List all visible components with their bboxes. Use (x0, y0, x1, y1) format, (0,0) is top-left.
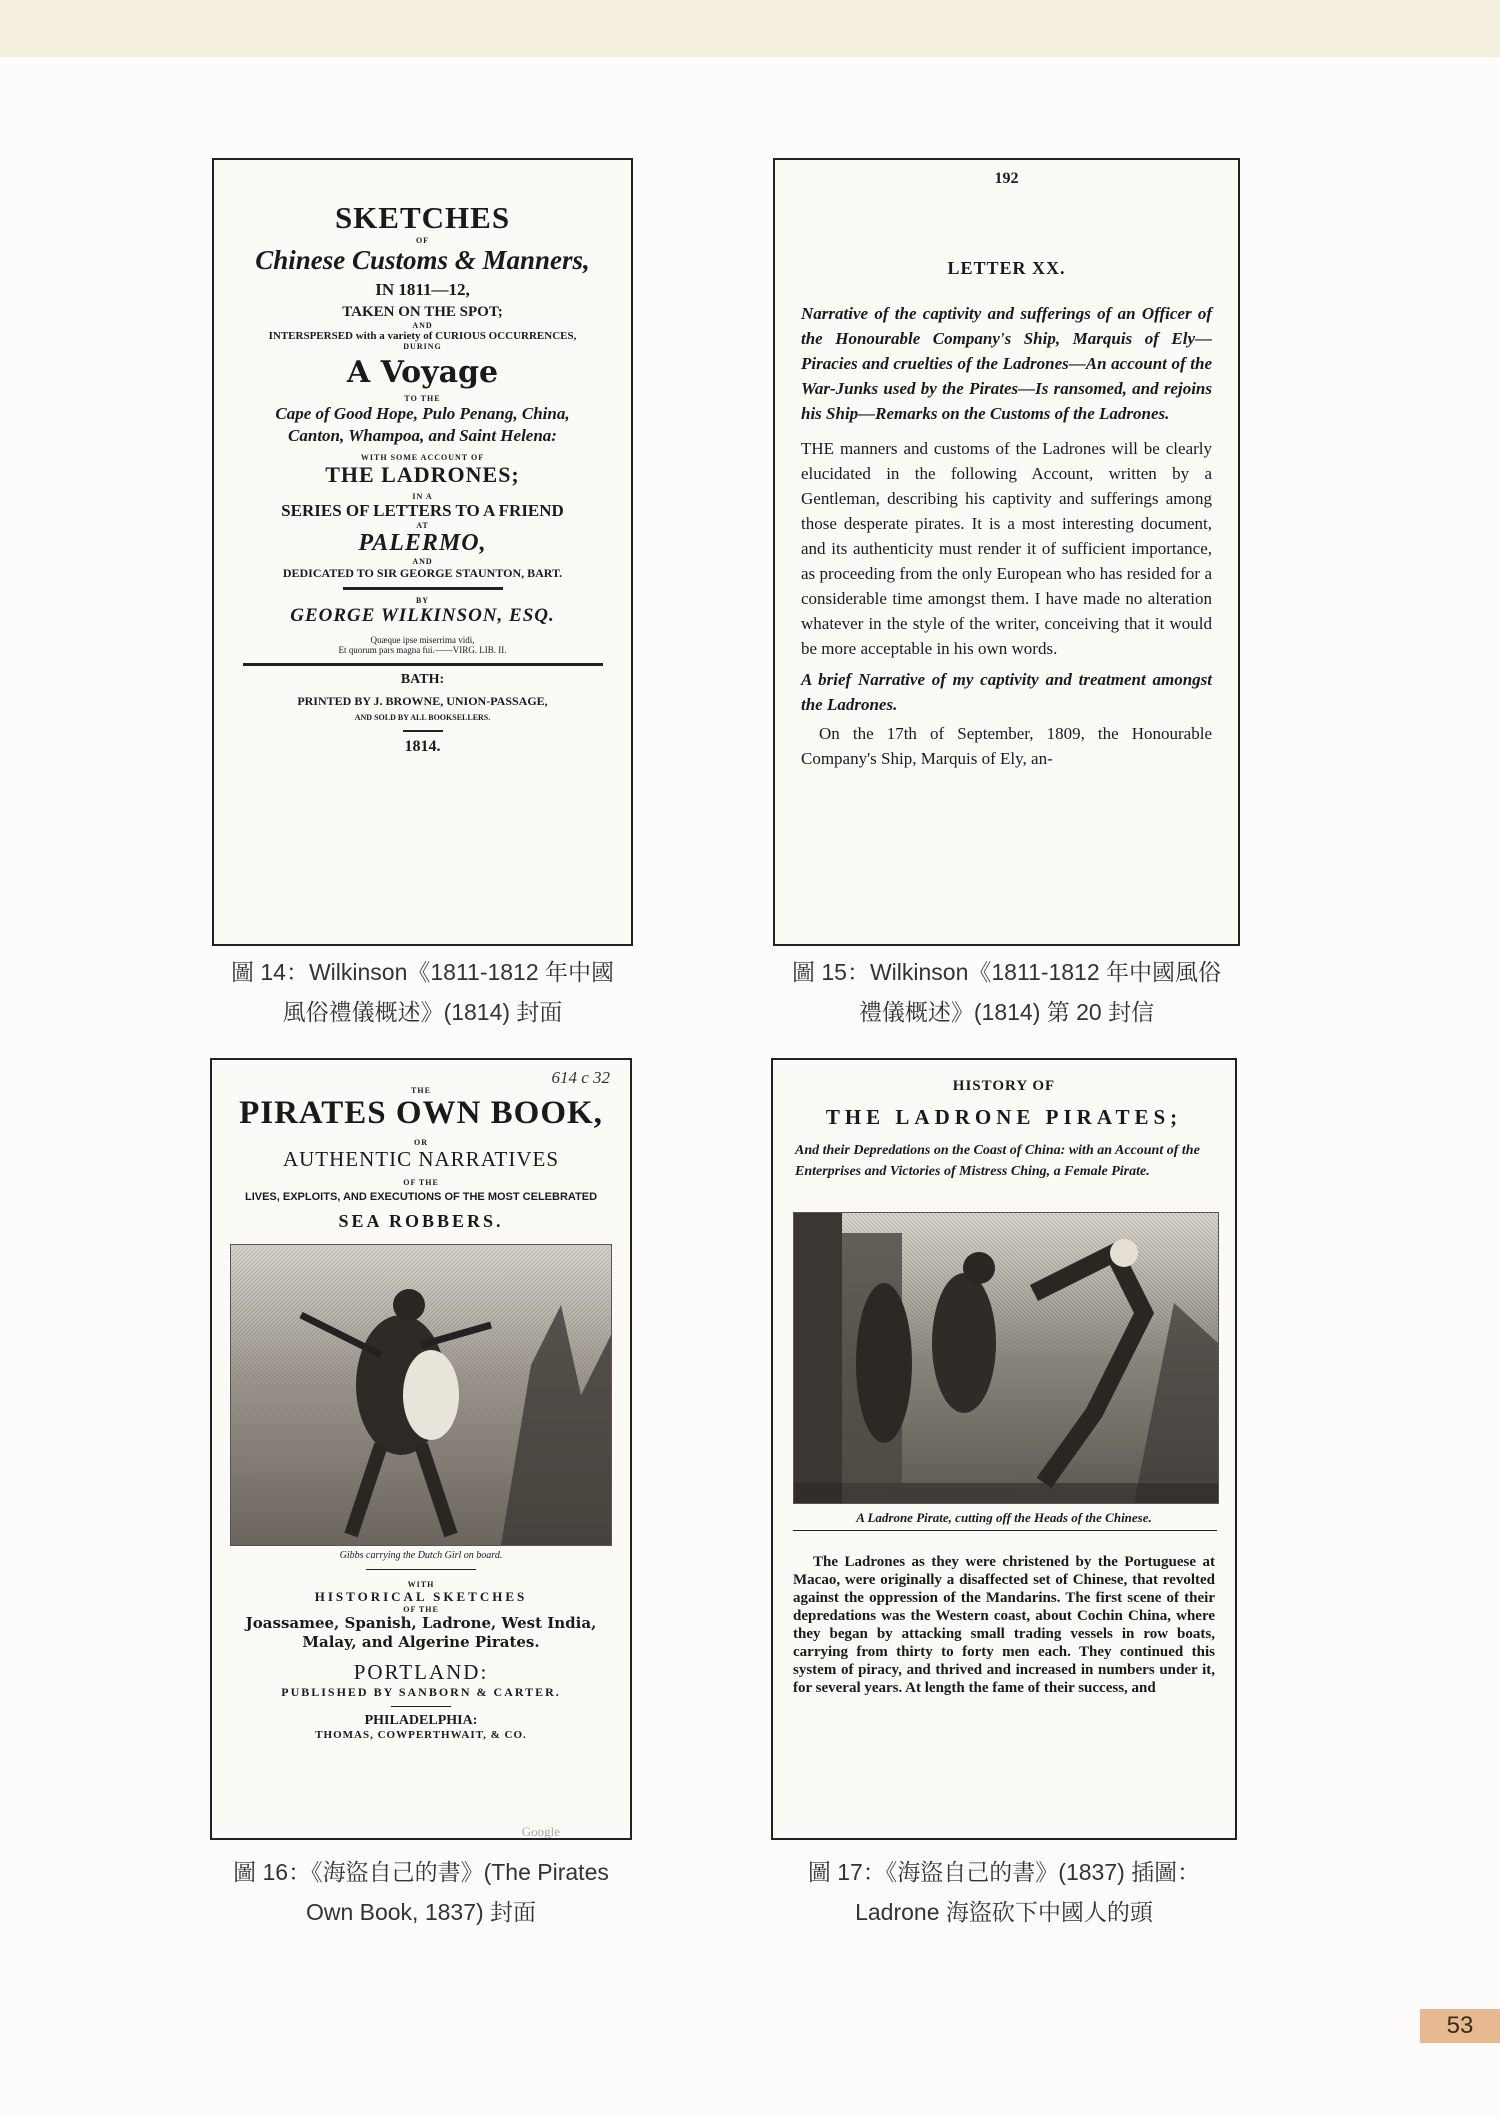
f14-voyage: A Voyage (346, 355, 499, 390)
f16-published: PUBLISHED BY SANBORN & CARTER. (281, 1685, 561, 1699)
caption-14-line-1: 圖 14：Wilkinson《1811-1812 年中國 (230, 959, 615, 985)
f16-engraving-art (231, 1245, 611, 1545)
f14-title: SKETCHES (334, 200, 511, 235)
f14-printed: PRINTED BY J. BROWNE, UNION-PASSAGE, (297, 694, 548, 708)
f16-sea-robbers: SEA ROBBERS. (338, 1211, 504, 1231)
f16-google-watermark: Google (521, 1824, 560, 1839)
f14-with-some: WITH SOME ACCOUNT OF (360, 453, 485, 462)
f16-girl-dress (403, 1350, 459, 1440)
f14-year: 1814. (404, 738, 441, 755)
f14-quote-1: Quæque ipse miserrima vidi, (370, 635, 475, 645)
caption-15-line-1: 圖 15：Wilkinson《1811-1812 年中國風俗 (791, 959, 1222, 985)
f15-paragraph-1: THE manners and customs of the Ladrones will be clearly elucidated in the following Account, written by a Gentleman, describing his captivity and sufferings among those desperate pirates. It is a most interesting document, and its authenticity must render it of sufficient importance, as proceeding from the only European who has resided for a considerable time amongst them. I have made no alteration whatever in the style of the writer, conceiving that it would be more acceptable in his own words. (801, 439, 1212, 658)
figure-15-letter-page (773, 158, 1240, 946)
f14-and2: AND (412, 557, 433, 566)
f14-to-the: TO THE (404, 394, 441, 403)
f14-rule-3 (403, 730, 443, 732)
f14-rule-2 (243, 663, 603, 666)
caption-16-line-2: Own Book, 1837) 封面 (305, 1899, 537, 1925)
f16-of-the: OF THE (403, 1178, 439, 1187)
f17-pirate-head (1110, 1239, 1138, 1267)
caption-15 (773, 952, 1240, 1032)
f14-taken: TAKEN ON THE SPOT; (342, 304, 503, 320)
f14-bath: BATH: (400, 672, 445, 687)
f17-figure-middle-head (963, 1252, 995, 1284)
f16-the: THE (411, 1086, 431, 1095)
f17-engraving (793, 1212, 1219, 1504)
f16-or: OR (414, 1138, 428, 1147)
f15-summary: Narrative of the captivity and sufferings of an Officer of the Honourable Company's Ship, Marquis of Ely—Piracies and cruelties of the Ladrones—An account of the War-Junks used by the Pirates—Is ransomed, and rejoins his Ship—Remarks on the Customs of the Ladrones. (801, 304, 1212, 423)
f14-quote-2: Et quorum pars magna fui.——VIRG. LIB. II. (338, 645, 507, 655)
f16-lives: LIVES, EXPLOITS, AND EXECUTIONS OF THE MOST CELEBRATED (244, 1191, 598, 1203)
f14-subtitle: Chinese Customs & Manners, (255, 245, 590, 275)
f16-title: PIRATES OWN BOOK, (239, 1095, 603, 1131)
f14-places: Cape of Good Hope, Pulo Penang, China, Canton, Whampoa, and Saint Helena: (275, 404, 570, 445)
f14-palermo: PALERMO, (358, 530, 487, 556)
f15-brief-heading: A brief Narrative of my captivity and treatment amongst the Ladrones. (801, 670, 1212, 714)
f17-engraving-art (794, 1213, 1218, 1503)
f17-door-post (794, 1213, 842, 1503)
f17-history-of: HISTORY OF (952, 1078, 1056, 1094)
caption-17-line-2: Ladrone 海盜砍下中國人的頭 (855, 1899, 1153, 1925)
f16-authentic: AUTHENTIC NARRATIVES (282, 1147, 560, 1171)
caption-16 (210, 1852, 632, 1932)
f14-during: DURING (403, 342, 442, 351)
f16-pirate-types: Joassamee, Spanish, Ladrone, West India, Malay, and Algerine Pirates. (245, 1614, 597, 1651)
f14-author: GEORGE WILKINSON, ESQ. (290, 605, 555, 626)
f16-handwritten-note: 614 c 32 (551, 1068, 610, 1087)
top-band (0, 0, 1500, 57)
f16-philadelphia: PHILADELPHIA: (364, 1713, 478, 1728)
f17-ground (794, 1483, 1218, 1503)
f16-of-the-2: OF THE (403, 1605, 439, 1614)
f14-rule-1 (343, 587, 503, 590)
f17-engraving-caption: A Ladrone Pirate, cutting off the Heads of the Chinese. (856, 1510, 1152, 1525)
f17-rule (793, 1530, 1217, 1531)
f16-thomas: THOMAS, COWPERTHWAIT, & CO. (315, 1729, 527, 1741)
f14-at: AT (416, 521, 429, 530)
f17-figure-left (856, 1283, 912, 1443)
f17-subtitle: And their Depredations on the Coast of China: with an Account of the Enterprises and Victories of Mistress Ching, a Female Pirate. (795, 1143, 1200, 1179)
figure-14-title-page (212, 158, 633, 946)
page-number: 53 (1420, 2009, 1500, 2043)
f14-series: SERIES OF LETTERS TO A FRIEND (281, 501, 564, 520)
f15-letter-heading: LETTER XX. (947, 258, 1066, 278)
f14-in-a: IN A (412, 492, 433, 501)
caption-14 (212, 952, 633, 1032)
f16-with: WITH (407, 1580, 435, 1589)
f14-interspersed: INTERSPERSED with a variety of CURIOUS OCCURRENCES, (268, 330, 577, 342)
f14-ladrones: THE LADRONES; (325, 462, 520, 487)
figure-17-ladrone-pirates-page (771, 1058, 1237, 1840)
f17-title: THE LADRONE PIRATES; (825, 1105, 1183, 1129)
f16-rule-2 (391, 1706, 451, 1707)
caption-17 (771, 1852, 1237, 1932)
f14-dedicated: DEDICATED TO SIR GEORGE STAUNTON, BART. (282, 566, 563, 580)
f14-sold: AND SOLD BY ALL BOOKSELLERS. (354, 713, 491, 722)
caption-16-line-1: 圖 16：《海盜自己的書》(The Pirates (233, 1859, 609, 1885)
f14-years: IN 1811—12, (375, 280, 470, 299)
f15-paragraph-2: On the 17th of September, 1809, the Honourable Company's Ship, Marquis of Ely, an- (801, 724, 1212, 768)
f16-figure-head (393, 1289, 425, 1321)
f15-page-number: 192 (994, 170, 1019, 187)
f16-engraving-caption: Gibbs carrying the Dutch Girl on board. (339, 1550, 503, 1561)
f16-engraving (230, 1244, 612, 1546)
f17-figure-middle (932, 1273, 996, 1413)
f16-historical: HISTORICAL SKETCHES (314, 1589, 528, 1604)
caption-14-line-2: 風俗禮儀概述》(1814) 封面 (282, 999, 563, 1025)
f14-by: BY (415, 596, 430, 605)
caption-17-line-1: 圖 17：《海盜自己的書》(1837) 插圖： (807, 1859, 1201, 1885)
f14-of: OF (415, 236, 430, 245)
figure-16-pirates-own-book-cover (210, 1058, 632, 1840)
caption-15-line-2: 禮儀概述》(1814) 第 20 封信 (858, 999, 1155, 1025)
f14-and1: AND (412, 321, 433, 330)
f17-body: The Ladrones as they were christened by the Portuguese at Macao, were originally a disaffected set of Chinese, that revolted against the oppression of the Mandarins. The first scene of their depredations was the Western coast, about Cochin China, where they began by attacking small trading vessels in row boats, carrying from thirty to forty men each. They continued this system of piracy, and thrived and increased in numbers under it, for several years. At length the fame of their success, and (793, 1554, 1215, 1696)
f16-portland: PORTLAND: (353, 1660, 489, 1684)
f16-rule (366, 1569, 476, 1570)
